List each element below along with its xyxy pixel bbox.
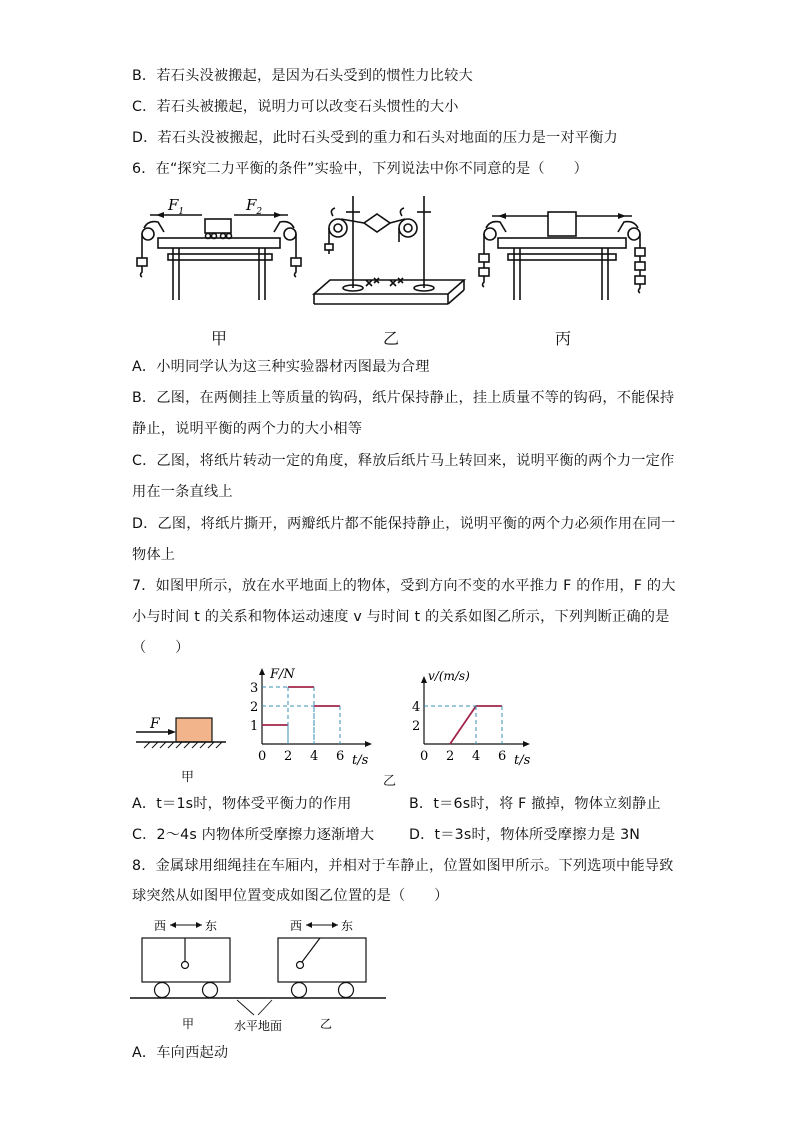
y-tick-label: 2 [412, 719, 421, 734]
caption-bing: 丙 [555, 329, 572, 348]
ground-hatch [144, 742, 222, 748]
apparatus-bing [479, 212, 645, 300]
q6-option-d-line2: 物体上 [132, 547, 176, 563]
q6-option-b-line2: 静止，说明平衡的两个力的大小相等 [132, 421, 363, 437]
y-tick-label: 2 [250, 700, 259, 715]
q5-option-c: C．若石头被搬起，说明力可以改变石头惯性的大小 [132, 99, 459, 115]
block [176, 718, 212, 742]
q7-stem-line3: （ ） [132, 640, 190, 656]
y-axis-arrow [421, 676, 427, 683]
y-tick-label: 3 [250, 681, 259, 696]
y-tick-label: 1 [250, 719, 259, 734]
y-tick-label: 4 [412, 700, 421, 715]
string-arrow-left [498, 213, 506, 219]
x-tick-label: 6 [498, 749, 507, 764]
q7-option-d: D．t＝3s时，物体所受摩擦力是 3N [409, 827, 641, 843]
label-east-yi: 东 [341, 919, 354, 933]
x-tick-label: 0 [258, 749, 267, 764]
x-axis-arrow [365, 741, 372, 747]
q7-option-a: A．t＝1s时，物体受平衡力的作用 [132, 796, 352, 812]
q7-vt-chart [408, 668, 538, 768]
x-tick-label: 4 [310, 749, 319, 764]
apparatus-yi [314, 196, 464, 304]
x-axis-label: t/s [352, 753, 369, 768]
caption-jia: 甲 [211, 329, 228, 348]
q6-option-c-line1: C．乙图，将纸片转动一定的角度，释放后纸片马上转回来，说明平衡的两个力一定作 [132, 453, 675, 469]
label-force: F [150, 716, 160, 732]
y-axis-arrow [259, 668, 265, 675]
force-arrow-f1 [156, 212, 164, 218]
y-axis-label: F/N [270, 667, 295, 682]
q6-stem: 6．在“探究二力平衡的条件”实验中，下列说法中你不同意的是（ ） [132, 161, 588, 177]
q7-stem-line1: 7．如图甲所示，放在水平地面上的物体，受到方向不变的水平推力 F 的作用，F 的大 [132, 578, 676, 594]
label-west-yi: 西 [290, 919, 303, 933]
x-tick-label: 0 [420, 749, 429, 764]
q8-stem-line2: 球突然从如图甲位置变成如图乙位置的是（ ） [132, 888, 449, 904]
caption-yi: 乙 [383, 329, 400, 348]
q6-option-a: A．小明同学认为这三种实验器材丙图最为合理 [132, 359, 430, 375]
caption-q7-jia: 甲 [181, 770, 195, 785]
q6-option-c-line2: 用在一条直线上 [132, 484, 233, 500]
q6-apparatus-figure [128, 188, 668, 313]
x-tick-label: 6 [336, 749, 345, 764]
caption-q7-yi: 乙 [383, 774, 397, 789]
q7-stem-line2: 小与时间 t 的关系和物体运动速度 v 与时间 t 的关系如图乙所示，下列判断正确的是 [132, 609, 670, 625]
x-tick-label: 4 [472, 749, 481, 764]
q8-cart-figure [130, 912, 400, 1038]
apparatus-jia [137, 215, 301, 300]
q5-option-b: B．若石头没被搬起，是因为石头受到的惯性力比较大 [132, 68, 473, 84]
y-axis-label: v/(m/s) [428, 669, 470, 683]
label-cart-jia: 甲 [182, 1017, 195, 1031]
q6-option-b-line1: B．乙图，在两侧挂上等质量的钩码，纸片保持静止，挂上质量不等的钩码，不能保持 [132, 390, 675, 406]
label-cart-yi: 乙 [320, 1017, 333, 1031]
label-west-jia: 西 [154, 919, 167, 933]
q6-option-d-line1: D．乙图，将纸片撕开，两瓣纸片都不能保持静止，说明平衡的两个力必须作用在同一 [132, 516, 676, 532]
q7-block-figure [132, 708, 232, 760]
q8-option-a: A．车向西起动 [132, 1045, 229, 1061]
label-f2: $F_2$ [246, 196, 263, 217]
x-axis-arrow [523, 741, 530, 747]
label-east-jia: 东 [205, 919, 218, 933]
q5-option-d: D．若石头没被搬起，此时石头受到的重力和石头对地面的压力是一对平衡力 [132, 130, 618, 146]
label-ground: 水平地面 [234, 1019, 283, 1033]
q7-option-b: B．t＝6s时，将 F 撤掉，物体立刻静止 [409, 796, 661, 812]
string-arrow-right [618, 213, 626, 219]
cart-jia [142, 938, 230, 998]
q7-ft-chart [246, 660, 376, 768]
force-arrow-f2 [274, 212, 282, 218]
cart-yi [278, 938, 366, 998]
q7-option-c: C．2～4s 内物体所受摩擦力逐渐增大 [132, 827, 375, 843]
label-f1: $F_1$ [168, 196, 185, 217]
x-tick-label: 2 [284, 749, 293, 764]
x-tick-label: 2 [446, 749, 455, 764]
q8-stem-line1: 8．金属球用细绳挂在车厢内，并相对于车静止，位置如图甲所示。下列选项中能导致 [132, 858, 674, 874]
x-axis-label: t/s [514, 753, 531, 768]
v-series-line [450, 706, 502, 744]
